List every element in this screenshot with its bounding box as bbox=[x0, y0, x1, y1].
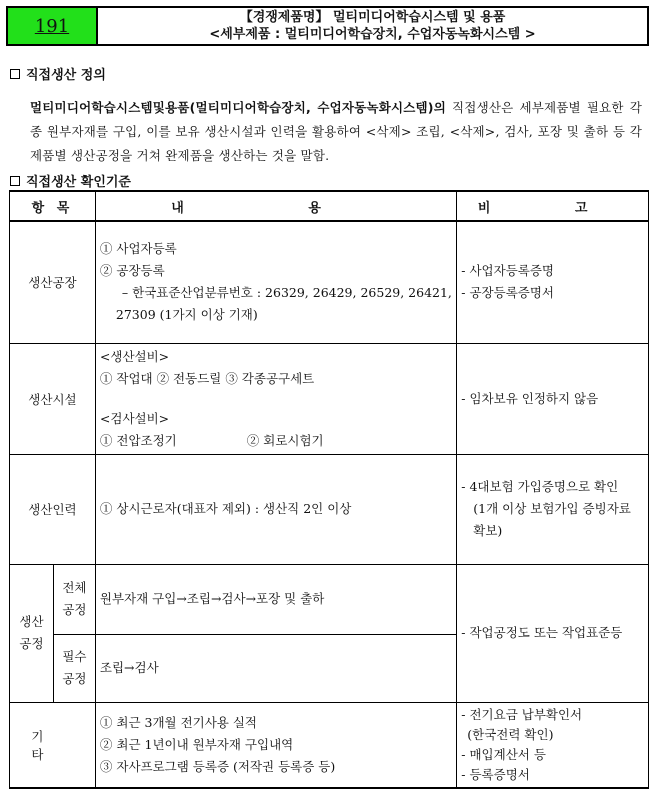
content-line: <검사설비> bbox=[99, 410, 170, 426]
content-line: ③ 자사프로그램 등록증 (저작권 등록증 등) bbox=[99, 758, 336, 774]
table-row bbox=[10, 221, 649, 343]
table-row bbox=[10, 702, 649, 788]
row-note-process: - 작업공정도 또는 작업표준등 bbox=[457, 564, 649, 702]
content-line: – 한국표준산업분류번호 : 26329, 26429, 26529, 26421, 27309 (1가지 이상 기재) bbox=[115, 285, 452, 323]
header-note: 비 고 bbox=[457, 191, 649, 221]
definition-bold-lead: 멀티미디어학습시스템및용품(멀티미디어학습장치, 수업자동녹화시스템)의 bbox=[30, 100, 446, 115]
row-content-required-process: 조립→검사 bbox=[95, 634, 456, 702]
note-line: - 공장등록증명서 bbox=[461, 285, 555, 301]
row-label-staff: 생산인력 bbox=[10, 454, 96, 564]
item-number: 191 bbox=[34, 15, 70, 37]
row-content-staff: ① 상시근로자(대표자 제외) : 생산직 2인 이상 bbox=[95, 454, 456, 564]
row-content-etc bbox=[95, 702, 456, 788]
content-line: ① 사업자등록 bbox=[99, 241, 177, 257]
content-line: ① 전압조정기 ② 회로시험기 bbox=[99, 432, 324, 448]
row-content-facility bbox=[95, 343, 456, 454]
row-note-staff bbox=[457, 454, 649, 564]
note-line: - 매입계산서 등 bbox=[461, 746, 546, 762]
table-row bbox=[10, 564, 649, 634]
row-content-factory bbox=[95, 221, 456, 343]
row-note-facility: - 임차보유 인정하지 않음 bbox=[457, 343, 649, 454]
note-line: (한국전력 확인) bbox=[467, 726, 554, 742]
header-title bbox=[98, 8, 647, 44]
note-line: - 사업자등록증명 bbox=[461, 263, 555, 279]
note-line: - 전기요금 납부확인서 bbox=[461, 706, 583, 722]
definition-paragraph bbox=[30, 96, 642, 168]
criteria-table bbox=[9, 190, 649, 789]
table-header-row bbox=[10, 191, 649, 221]
note-line: - 등록증명서 bbox=[461, 766, 530, 782]
sublabel-full-process: 전체 공정 bbox=[53, 564, 95, 634]
item-number-box bbox=[8, 8, 98, 44]
checkbox-square-icon bbox=[10, 176, 20, 186]
note-line: (1개 이상 보험가입 증빙자료 확보) bbox=[473, 501, 631, 538]
definition-text: 직접생산은 세부제품별 필요한 각종 원부자재를 구입, 이를 보유 생산시설과 인력을 활용하여 <삭제> 조립, <삭제>, 검사, 포장 및 출하 등 각 제품별 생산공정을 거쳐 완제품을 생산하는 것을 말함. bbox=[30, 100, 642, 163]
content-line: ② 최근 1년이내 원부자재 구입내역 bbox=[99, 736, 294, 752]
table-row bbox=[10, 343, 649, 454]
header-item: 항 목 bbox=[10, 191, 96, 221]
row-label-facility: 생산시설 bbox=[10, 343, 96, 454]
row-note-factory bbox=[457, 221, 649, 343]
content-line: ② 공장등록 bbox=[99, 263, 165, 279]
content-line: <생산설비> bbox=[99, 348, 170, 364]
row-label-process: 생산 공정 bbox=[10, 564, 54, 702]
section-criteria-heading bbox=[10, 171, 131, 190]
table-row bbox=[10, 454, 649, 564]
header-content: 내 용 bbox=[95, 191, 456, 221]
note-line: - 4대보험 가입증명으로 확인 bbox=[461, 479, 619, 494]
sublabel-required-process: 필수 공정 bbox=[53, 634, 95, 702]
row-note-etc bbox=[457, 702, 649, 788]
checkbox-square-icon bbox=[10, 69, 20, 79]
header-title-line2: <세부제품 : 멀티미디어학습장치, 수업자동녹화시스템 > bbox=[209, 27, 536, 42]
row-label-etc: 기 타 bbox=[10, 702, 96, 788]
row-label-factory: 생산공장 bbox=[10, 221, 96, 343]
content-line: ① 최근 3개월 전기사용 실적 bbox=[99, 714, 258, 730]
section-heading-text: 직접생산 정의 bbox=[26, 68, 106, 83]
content-line: ① 작업대 ② 전동드릴 ③ 각종공구세트 bbox=[99, 370, 315, 386]
header-box bbox=[6, 6, 649, 46]
section-definition-heading bbox=[10, 64, 106, 83]
row-content-full-process: 원부자재 구입→조립→검사→포장 및 출하 bbox=[95, 564, 456, 634]
section-heading-text: 직접생산 확인기준 bbox=[26, 175, 131, 190]
header-title-line1: 【경쟁제품명】 멀티미디어학습시스템 및 용품 bbox=[239, 10, 506, 25]
